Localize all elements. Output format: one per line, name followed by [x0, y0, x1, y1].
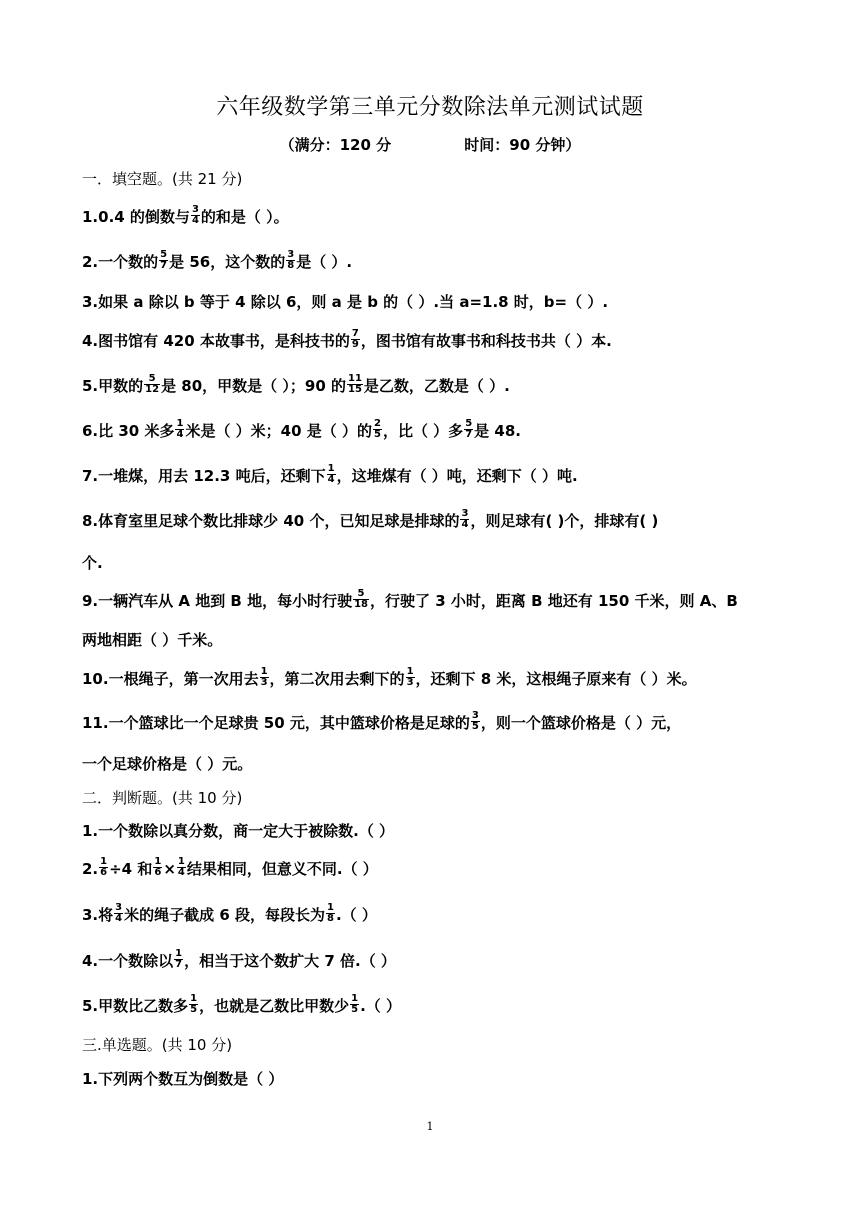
judge-question-3: 3.将 $\frac{3}{4}$ 米的绳子截成 6 段，每段长为 $\frac{1}{8}$ .（ ） — [82, 902, 377, 924]
fraction: $\frac{1}{5}$ — [351, 993, 359, 1015]
fraction: $\frac{3}{4}$ — [461, 508, 469, 530]
fraction: $\frac{1}{5}$ — [190, 993, 198, 1015]
page-number: 1 — [426, 1120, 434, 1133]
question-1: 1.0.4 的倒数与 $\frac{3}{4}$ 的和是（ ）。 — [82, 204, 289, 226]
fraction: $\frac{1}{3}$ — [260, 666, 268, 688]
fraction: $\frac{11}{15}$ — [347, 373, 362, 395]
fraction: $\frac{5}{18}$ — [354, 588, 368, 610]
question-2: 2.一个数的 $\frac{5}{7}$ 是 56，这个数的 $\frac{3}{8}$ 是（ ）. — [82, 249, 353, 271]
fraction: $\frac{3}{5}$ — [471, 710, 479, 732]
fraction: $\frac{1}{6}$ — [100, 856, 108, 878]
fraction: $\frac{1}{7}$ — [175, 948, 183, 970]
exam-subtitle: （满分：120 分 时间：90 分钟） — [279, 136, 581, 154]
fraction: $\frac{1}{6}$ — [154, 856, 162, 878]
fraction: $\frac{7}{9}$ — [351, 328, 359, 350]
question-10: 10.一根绳子，第一次用去 $\frac{1}{3}$ ，第二次用去剩下的 $\frac{1}{3}$ ，还剩下 8 米，这根绳子原来有（ ）米。 — [82, 666, 697, 688]
fraction: $\frac{1}{3}$ — [406, 666, 414, 688]
section-heading-true-false: 二．判断题。(共 10 分) — [82, 789, 243, 807]
judge-question-4: 4.一个数除以 $\frac{1}{7}$ ，相当于这个数扩大 7 倍.（ ） — [82, 948, 396, 970]
judge-question-1: 1.一个数除以真分数，商一定大于被除数.（ ） — [82, 822, 395, 840]
question-3: 3.如果 a 除以 b 等于 4 除以 6，则 a 是 b 的（ ）.当 a=1.8 时，b=（ ）. — [82, 293, 609, 311]
question-9: 9.一辆汽车从 A 地到 B 地，每小时行驶 $\frac{5}{18}$ ，行驶了 3 小时，距离 B 地还有 150 千米，则 A、B — [82, 588, 738, 610]
fraction: $\frac{2}{5}$ — [373, 418, 381, 440]
fraction: $\frac{1}{4}$ — [176, 418, 184, 440]
fraction: $\frac{3}{8}$ — [287, 249, 295, 271]
question-7: 7.一堆煤，用去 12.3 吨后，还剩下 $\frac{1}{4}$ ，这堆煤有（ ）吨，还剩下（ ）吨. — [82, 463, 578, 485]
fraction: $\frac{1}{4}$ — [327, 463, 335, 485]
fraction: $\frac{3}{4}$ — [191, 204, 199, 226]
fraction: $\frac{1}{4}$ — [177, 856, 185, 878]
page-title: 六年级数学第三单元分数除法单元测试试题 — [216, 95, 644, 120]
question-4: 4.图书馆有 420 本故事书，是科技书的 $\frac{7}{9}$ ，图书馆有故事书和科技书共（ ）本. — [82, 328, 612, 350]
fraction: $\frac{1}{8}$ — [327, 902, 334, 924]
section-heading-fill-in: 一．填空题。(共 21 分) — [82, 170, 243, 188]
question-6: 6.比 30 米多 $\frac{1}{4}$ 米是（ ）米；40 是（ ）的 $\frac{2}{5}$ ，比（ ）多 $\frac{5}{7}$ 是 48. — [82, 418, 521, 440]
fraction: $\frac{5}{7}$ — [465, 418, 473, 440]
fraction: $\frac{5}{7}$ — [160, 249, 168, 271]
question-5: 5.甲数的 $\frac{5}{12}$ 是 80，甲数是（ ）；90 的 $\frac{11}{15}$ 是乙数，乙数是（ ）. — [82, 373, 510, 395]
choice-question-1: 1.下列两个数互为倒数是（ ） — [82, 1070, 284, 1088]
question-11: 11.一个篮球比一个足球贵 50 元，其中篮球价格是足球的 $\frac{3}{5}$ ，则一个篮球价格是（ ）元， — [82, 710, 682, 732]
question-9-continued: 两地相距（ ）千米。 — [82, 631, 223, 649]
judge-question-2: 2. $\frac{1}{6}$ ÷4 和 $\frac{1}{6}$ × $\frac{1}{4}$ 结果相同，但意义不同.（ ） — [82, 856, 378, 878]
fraction: $\frac{3}{4}$ — [115, 902, 123, 924]
question-8-continued: 个. — [82, 554, 103, 572]
judge-question-5: 5.甲数比乙数多 $\frac{1}{5}$ ，也就是乙数比甲数少 $\frac{1}{5}$ .（ ） — [82, 993, 402, 1015]
section-heading-multiple-choice: 三.单选题。(共 10 分) — [82, 1036, 233, 1054]
fraction: $\frac{5}{12}$ — [145, 373, 160, 395]
question-11-continued: 一个足球价格是（ ）元。 — [82, 755, 253, 773]
question-8: 8.体育室里足球个数比排球少 40 个，已知足球是排球的 $\frac{3}{4}$ ，则足球有( )个，排球有( ) — [82, 508, 659, 530]
